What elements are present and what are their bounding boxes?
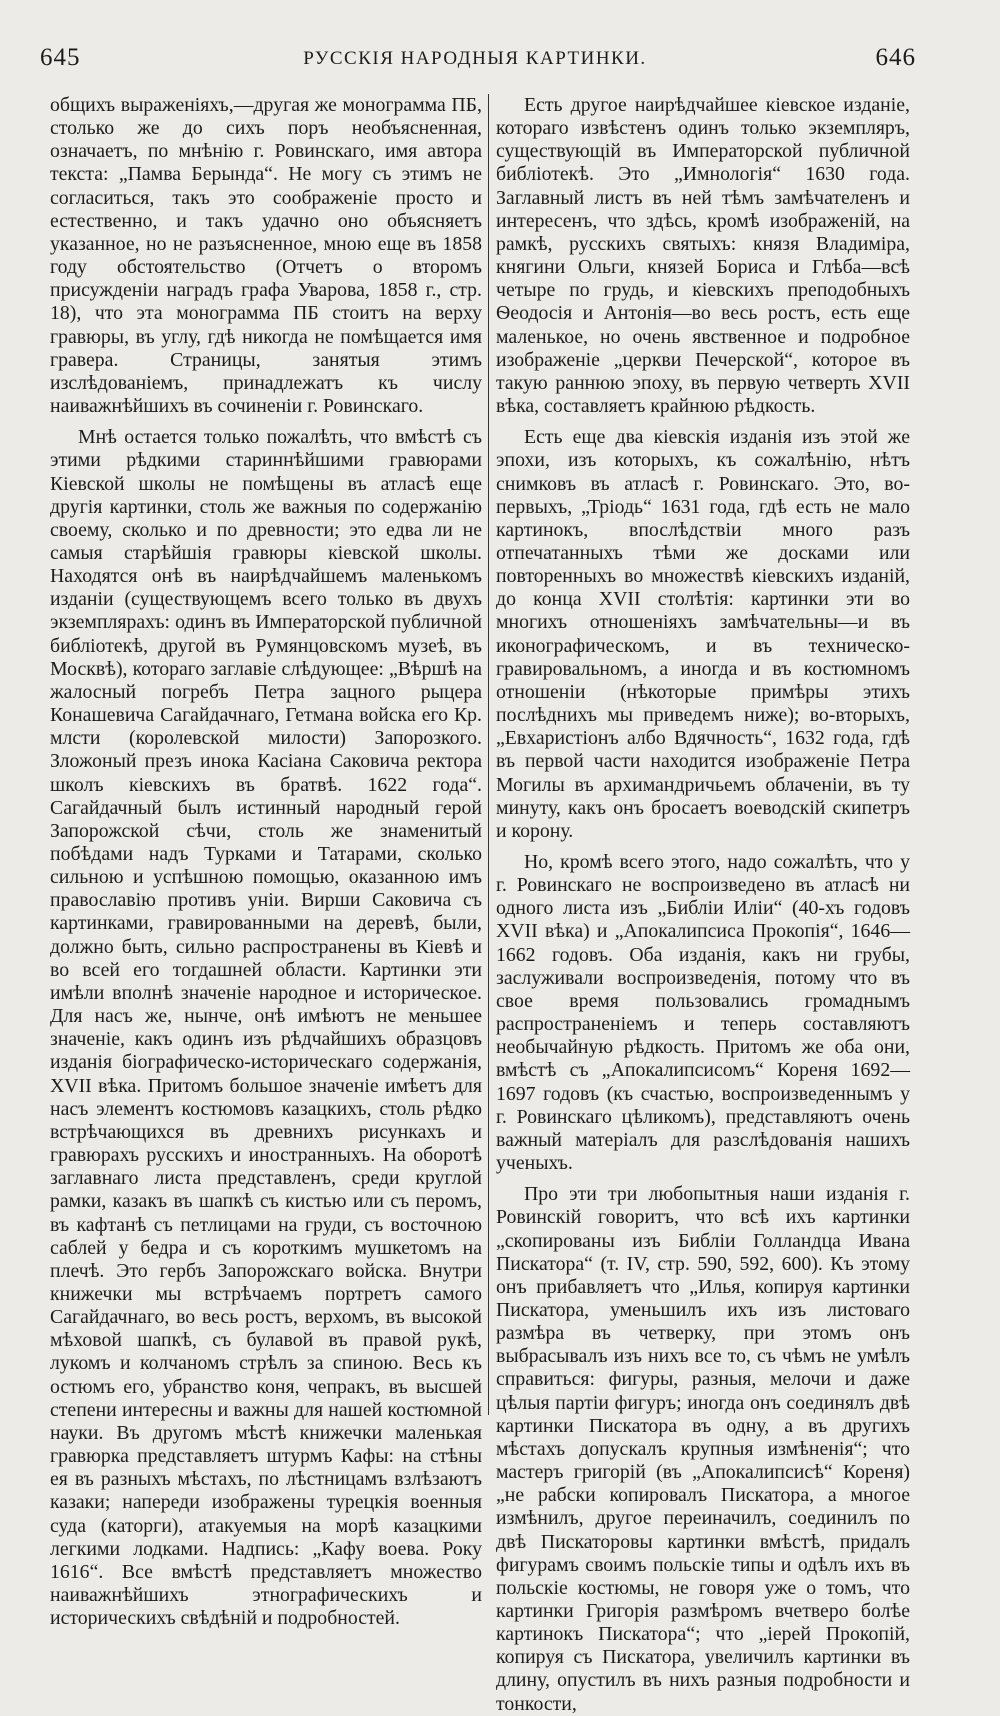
right-column — [496, 94, 910, 1715]
paragraph: Есть другое наирѣдчайшее кіевское изданіе, котораго извѣстенъ одинъ только экземпляръ, существующій въ Императорской публичной библіотекѣ. Это „Имнологія“ 1630 года. Заглавный листъ въ ней тѣмъ замѣчателенъ и интересенъ, что здѣсь, кромѣ изображеній, на рамкѣ, русскихъ святыхъ: князя Владиміра, княгини Ольги, князей Бориса и Глѣба—всѣ четыре по грудь, и кіевскихъ преподобныхъ Ѳеодосія и Антонія—во весь ростъ, есть еще маленькое, но очень явственное и подробное изображеніе „церкви Печерской“, которое въ такую раннюю эпоху, въ первую четверть XVII вѣка, составляетъ крайнюю рѣдкость. — [496, 94, 910, 418]
left-column — [50, 94, 482, 1630]
paragraph: общихъ выраженіяхъ,—другая же монограмма ПБ, столько же до сихъ поръ необъясненная, означаетъ, по мнѣнію г. Ровинскаго, имя автора текста: „Памва Берында“. Не могу съ этимъ не согласиться, такъ это соображеніе просто и естественно, и такъ удачно оно объясняетъ указанное, но не разъясненное, мною еще въ 1858 году обстоятельство (Отчетъ о второмъ присужденіи наградъ графа Уварова, 1858 г., стр. 18), что эта монограмма ПБ стоитъ на верху гравюры, въ углу, гдѣ никогда не помѣщается имя гравера. Страницы, занятыя этимъ изслѣдованіемъ, принадлежатъ къ числу наиважнѣйшихъ въ сочиненіи г. Ровинскаго. — [50, 94, 482, 418]
paragraph: Есть еще два кіевскія изданія изъ этой же эпохи, изъ которыхъ, къ сожалѣнію, нѣтъ снимковъ въ атласѣ г. Ровинскаго. Это, во-первыхъ, „Тріодь“ 1631 года, гдѣ есть не мало картинокъ, впослѣдствіи много разъ отпечатанныхъ тѣми же досками или повторенныхъ во множествѣ кіевскихъ изданій, до конца XVII столѣтія: картинки эти во многихъ отношеніяхъ замѣчательны—и въ иконографическомъ, и въ техническо-гравировальномъ, а иногда и въ костюмномъ отношеніи (нѣкоторые примѣры этихъ послѣднихъ мы приведемъ ниже); во-вторыхъ, „Евхаристіонъ албо Вдячность“, 1632 года, гдѣ въ первой части находится изображеніе Петра Могилы въ архимандричьемъ облаченіи, въ ту минуту, какъ онъ бросаетъ воеводскій скипетръ и корону. — [496, 426, 910, 842]
page-number-right: 646 — [875, 44, 916, 71]
column-divider — [488, 94, 489, 1415]
paragraph: Про эти три любопытныя наши изданія г. Ровинскій говоритъ, что всѣ ихъ картинки „скопированы изъ Библіи Голландца Ивана Пискатора“ (т. IV, стр. 590, 592, 600). Къ этому онъ прибавляетъ что „Илья, копируя картинки Пискатора, уменьшилъ ихъ изъ листоваго размѣра въ четверку, при этомъ онъ выбрасывалъ изъ нихъ все то, съ чѣмъ не умѣлъ справиться: фигуры, разныя, мелочи и даже цѣлыя партіи фигуръ; иногда онъ соединялъ двѣ картинки Пискатора въ одну, а въ другихъ мѣстахъ допускалъ крупныя измѣненія“; что мастеръ григорій (въ „Апокалипсисѣ“ Кореня) „не рабски копировалъ Пискатора, а многое измѣнилъ, другое переиначилъ, соединилъ по двѣ Пискаторовы картинки вмѣстѣ, придалъ фигурамъ своимъ польскіе типы и одѣлъ ихъ въ польскіе костюмы, не говоря уже о томъ, что картинки Григорія размѣромъ вчетверо болѣе картинокъ Пискатора“; что „іерей Прокопій, копируя съ Пискатора, увеличилъ картинки въ длину, опустилъ въ нихъ разныя подробности и тонкости, — [496, 1183, 910, 1715]
running-title: РУССКІЯ НАРОДНЫЯ КАРТИНКИ. — [303, 48, 647, 69]
page-number-left: 645 — [40, 44, 81, 71]
paragraph: Мнѣ остается только пожалѣть, что вмѣстѣ съ этими рѣдкими стариннѣйшими гравюрами Кіевской школы не помѣщены въ атласѣ еще другія картинки, столь же важныя по содержанію своему, сколько и по древности; это едва ли не самыя старѣйшія гравюры кіевской школы. Находятся онѣ въ наирѣдчайшемъ маленькомъ изданіи (существующемъ всего только въ двухъ экземплярахъ: одинъ въ Императорской публичной библіотекѣ, другой въ Румянцовскомъ музеѣ, въ Москвѣ), котораго заглавіе слѣдующее: „Вѣршѣ на жалосный погребъ Петра зацного рыцера Конашевича Сагайдачнаго, Гетмана войска его Кр. млсти (королевской милости) Запорозкого. Зложоный презъ инока Касіана Саковича ректора школъ кіевскихъ въ братвѣ. 1622 года“. Сагайдачный былъ истинный народный герой Запорожской сѣчи, столь же знаменитый побѣдами надъ Турками и Татарами, сколько сильною и успѣшною помощью, оказанною имъ православію противъ уніи. Вирши Саковича съ картинками, гравированными на деревѣ, были, должно быть, сильно распространены въ Кіевѣ и во всей его тогдашней области. Картинки эти имѣли вполнѣ значеніе народное и историческое. Для насъ же, нынче, онѣ имѣютъ не меньшее значеніе, какъ одинъ изъ рѣдчайшихъ образцовъ изданія біографическо-историческаго содержанія, XVII вѣка. Притомъ большое значеніе имѣетъ для насъ элементъ костюмовъ казацкихъ, столь рѣдко встрѣчающихся въ древнихъ рисункахъ и гравюрахъ русскихъ и иностранныхъ. На оборотѣ заглавнаго листа представленъ, среди круглой рамки, казакъ въ шапкѣ съ кистью или съ перомъ, въ кафтанѣ съ петлицами на груди, съ восточною саблей у бедра и съ короткимъ мушкетомъ на плечѣ. Это гербъ Запорожскаго войска. Внутри книжечки мы встрѣчаемъ портретъ самого Сагайдачнаго, во весь ростъ, верхомъ, въ высокой мѣховой шапкѣ, съ булавой въ правой рукѣ, лукомъ и колчаномъ стрѣлъ за спиною. Весь къ остюмъ его, убранство коня, чепракъ, въ высшей степени интересны и важны для нашей костюмной науки. Въ другомъ мѣстѣ книжечки маленькая гравюрка представляетъ штурмъ Кафы: на стѣны ея въ разныхъ мѣстахъ, по лѣстницамъ взлѣзаютъ казаки; напереди изображены турецкія военныя суда (каторги), атакуемыя на морѣ казацкими легкими лодками. Надпись: „Кафу воева. Року 1616“. Все вмѣстѣ представляетъ множество наиважнѣйшихъ этнографическихъ и историческихъ свѣдѣній и подробностей. — [50, 426, 482, 1630]
page-header — [40, 44, 916, 74]
paragraph: Но, кромѣ всего этого, надо сожалѣть, что у г. Ровинскаго не воспроизведено въ атласѣ ни одного листа изъ „Библіи Иліи“ (40-хъ годовъ XVII вѣка) и „Апокалипсиса Прокопія“, 1646—1662 годовъ. Оба изданія, какъ ни грубы, заслуживали воспроизведенія, потому что въ свое время пользовались громаднымъ распространеніемъ и теперь составляютъ необычайную рѣдкость. Притомъ же оба они, вмѣстѣ съ „Апокалипсисомъ“ Кореня 1692—1697 годовъ (къ счастью, воспроизведеннымъ у г. Ровинскаго цѣликомъ), представляютъ очень важный матеріалъ для разслѣдованія нашихъ ученыхъ. — [496, 851, 910, 1175]
